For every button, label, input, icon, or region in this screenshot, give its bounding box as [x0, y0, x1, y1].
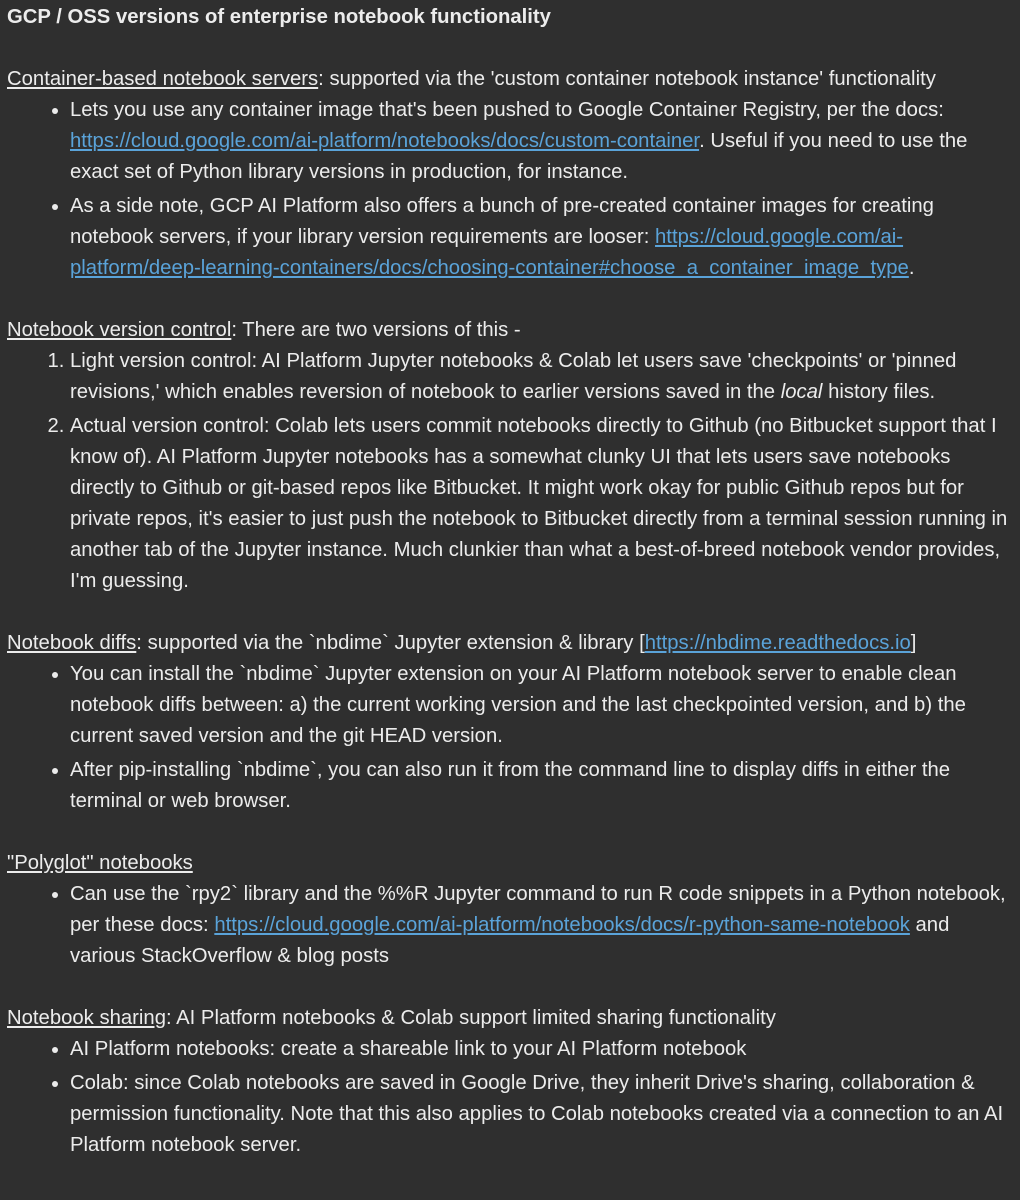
- bullet-list: [7, 659, 1020, 817]
- list-item-text: .: [908, 257, 915, 279]
- list-item-text: Light version control: AI Platform Jupyter notebooks & Colab let users save 'checkpoints' or 'pinned revisions,' which enables reversion of notebook to earlier versions saved in the: [70, 350, 957, 403]
- list-item: [70, 1068, 1020, 1161]
- list-item-text: After pip-installing `nbdime`, you can also run it from the command line to display diffs in either the terminal or web browser.: [70, 759, 951, 812]
- section-heading-line: [7, 848, 1020, 879]
- list-item: [70, 411, 1020, 597]
- list-item-text: Colab: since Colab notebooks are saved in Google Drive, they inherit Drive's sharing, collaboration & permission functionality. Note that this also applies to Colab notebooks created via a connection to an AI Platform notebook server.: [70, 1072, 1004, 1156]
- list-item-text: You can install the `nbdime` Jupyter extension on your AI Platform notebook server to enable clean notebook diffs between: a) the current working version and the last checkpointed version, and b) the current saved version and the git HEAD version.: [70, 663, 966, 747]
- bullet-list: [7, 879, 1020, 972]
- section-heading-line: [7, 64, 1020, 95]
- list-item: [70, 1034, 1020, 1065]
- choosing-container-docs-link[interactable]: https://cloud.google.com/ai-platform/deep-learning-containers/docs/choosing-container#choose_a_container_image_type: [70, 226, 909, 279]
- list-item: [70, 879, 1020, 972]
- list-item-text: As a side note, GCP AI Platform also offers a bunch of pre-created container images for creating notebook servers, if your library version requirements are looser:: [70, 195, 934, 248]
- section-heading: Notebook sharing: [7, 1007, 166, 1029]
- list-item-text: history files.: [822, 381, 936, 403]
- section-container-servers: [7, 64, 1020, 284]
- section-heading-line: [7, 1003, 1020, 1034]
- section-heading: "Polyglot" notebooks: [7, 852, 193, 874]
- nbdime-docs-link[interactable]: https://nbdime.readthedocs.io: [644, 632, 911, 654]
- section-heading: Notebook version control: [7, 319, 232, 341]
- section-intro: : There are two versions of this -: [231, 319, 521, 341]
- section-intro: : supported via the `nbdime` Jupyter extension & library [: [136, 632, 645, 654]
- section-notebook-diffs: [7, 628, 1020, 817]
- section-notebook-sharing: [7, 1003, 1020, 1161]
- section-heading-line: [7, 628, 1020, 659]
- list-item: [70, 659, 1020, 752]
- section-polyglot: [7, 848, 1020, 972]
- list-item-text: Can use the `rpy2` library and the %%R Jupyter command to run R code snippets in a Python notebook, per these docs:: [70, 883, 1006, 936]
- bullet-list: [7, 95, 1020, 284]
- bracket-text: ]: [910, 632, 917, 654]
- list-item-text: Lets you use any container image that's been pushed to Google Container Registry, per the docs:: [70, 99, 944, 121]
- section-heading: Container-based notebook servers: [7, 68, 319, 90]
- list-item-text: . Useful if you need to use the exact set of Python library versions in production, for instance.: [70, 130, 968, 183]
- list-item-text: Actual version control: Colab lets users commit notebooks directly to Github (no Bitbucket support that I know of). AI Platform Jupyter notebooks has a somewhat clunky UI that lets users save notebooks directly to Github or git-based repos like Bitbucket. It might work okay for public Github repos but for private repos, it's easier to just push the notebook to Bitbucket directly from a terminal session running in another tab of the Jupyter instance. Much clunkier than what a best-of-breed notebook vendor provides, I'm guessing.: [70, 415, 1008, 592]
- list-item: [70, 755, 1020, 817]
- emphasized-text: local: [780, 381, 823, 403]
- section-version-control: [7, 315, 1020, 597]
- list-item-text: and various StackOverflow & blog posts: [70, 914, 950, 967]
- custom-container-docs-link[interactable]: https://cloud.google.com/ai-platform/notebooks/docs/custom-container: [70, 130, 700, 152]
- section-intro: : supported via the 'custom container notebook instance' functionality: [318, 68, 936, 90]
- list-item: [70, 346, 1020, 408]
- section-intro: : AI Platform notebooks & Colab support limited sharing functionality: [165, 1007, 776, 1029]
- document-title: GCP / OSS versions of enterprise notebook functionality: [7, 6, 551, 28]
- list-item: [70, 191, 1020, 284]
- list-item: [70, 95, 1020, 188]
- numbered-list: [7, 346, 1020, 597]
- list-item-text: AI Platform notebooks: create a shareable link to your AI Platform notebook: [70, 1038, 747, 1060]
- section-heading-line: [7, 315, 1020, 346]
- section-heading: Notebook diffs: [7, 632, 137, 654]
- r-python-docs-link[interactable]: https://cloud.google.com/ai-platform/notebooks/docs/r-python-same-notebook: [214, 914, 910, 936]
- bullet-list: [7, 1034, 1020, 1161]
